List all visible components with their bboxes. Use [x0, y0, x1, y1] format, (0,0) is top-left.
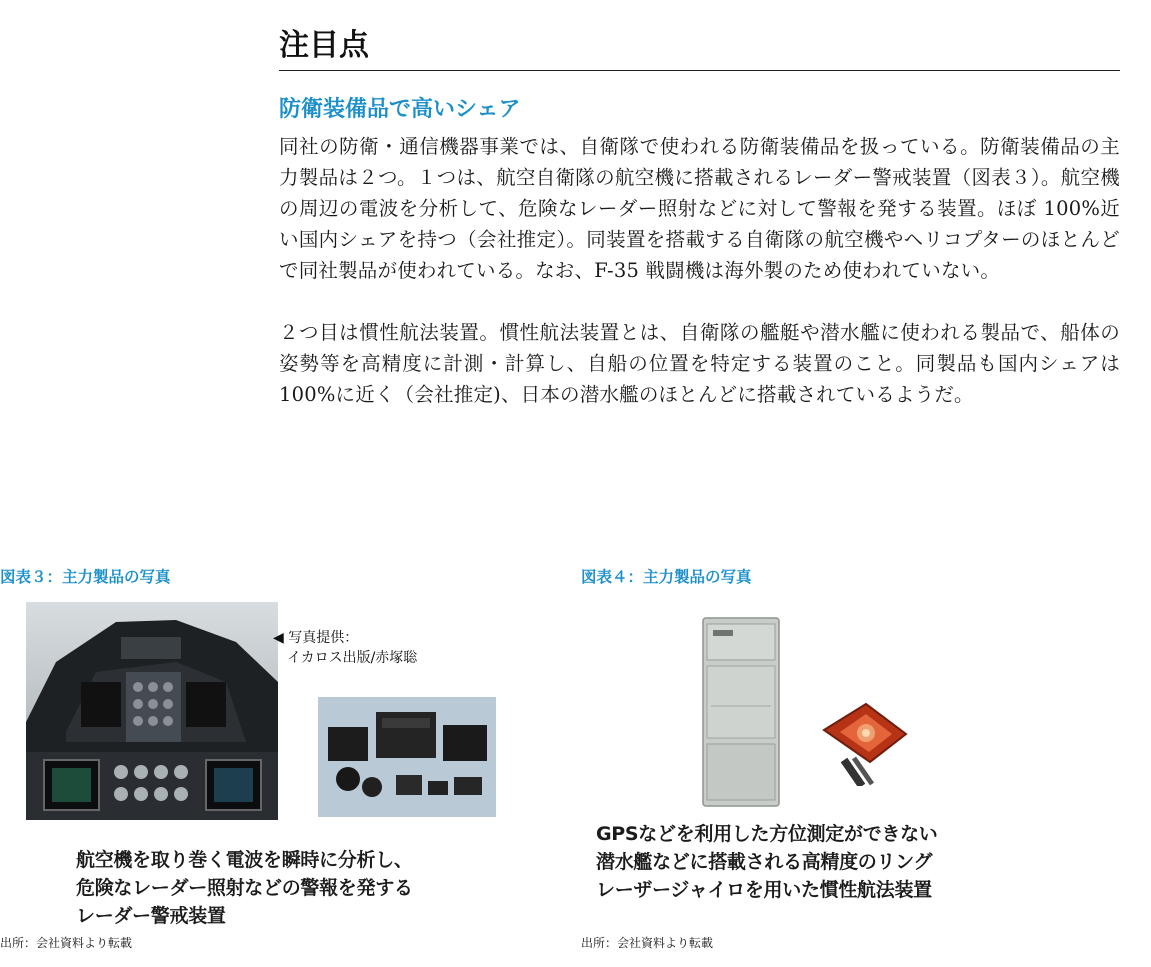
- ring-laser-gyro-photo: [814, 696, 914, 786]
- main-content: [279, 26, 1120, 410]
- figure-3-description-line-1: 航空機を取り巻く電波を瞬時に分析し、: [76, 849, 413, 871]
- paragraph-1: 同社の防衛・通信機器事業では、自衛隊で使われる防衛装備品を扱っている。防衛装備品の主力製品は２つ。１つは、航空自衛隊の航空機に搭載されるレーダー警戒装置（図表３）。航空機の周辺の電波を分析して、危険なレーダー照射などに対して警報を発する装置。ほぼ 100%近い国内シェアを持つ（会社推定）。同装置を搭載する自衛隊の航空機やヘリコプターのほとんどで同社製品が使われている。なお、F-35 戦闘機は海外製のため使われていない。: [279, 135, 1120, 282]
- subheading: 防衛装備品で高いシェア: [279, 97, 521, 122]
- figure-4-caption: 図表４：主力製品の写真: [581, 568, 752, 586]
- figure-4-description-line-3: レーザージャイロを用いた慣性航法装置: [596, 879, 932, 901]
- figure-3-description-line-2: 危険なレーダー照射などの警報を発する: [76, 877, 413, 899]
- figure-4-description-line-1: GPSなどを利用した方位測定ができない: [596, 823, 938, 845]
- radar-warning-units-photo: [318, 697, 496, 817]
- figure-3-description-line-3: レーダー警戒装置: [76, 905, 226, 927]
- cockpit-photo: [26, 602, 278, 820]
- paragraph-2: ２つ目は慣性航法装置。慣性航法装置とは、自衛隊の艦艇や潜水艦に使われる製品で、船体の姿勢等を高精度に計測・計算し、自船の位置を特定する装置のこと。同製品も国内シェアは 100%に近く（会社推定)、日本の潜水艦のほとんどに搭載されているようだ。: [279, 321, 1120, 406]
- figure-3-caption: 図表３：主力製品の写真: [0, 568, 171, 586]
- photo-credit: [273, 628, 417, 668]
- figure-4-description: [596, 820, 938, 904]
- figure-3-description: [76, 846, 413, 930]
- figure-3: [0, 566, 540, 950]
- figure-4-source: 出所：会社資料より転載: [581, 936, 714, 950]
- figure-4: [581, 566, 1141, 950]
- figure-3-source: 出所：会社資料より転載: [0, 936, 133, 950]
- photo-credit-line-1: ◀ 写真提供：: [273, 630, 359, 646]
- section-title: 注目点: [279, 26, 1120, 71]
- figure-4-description-line-2: 潜水艦などに搭載される高精度のリング: [596, 851, 933, 873]
- photo-credit-line-2: イカロス出版/赤塚聡: [287, 650, 418, 666]
- inertial-navigation-unit-photo: [701, 614, 783, 810]
